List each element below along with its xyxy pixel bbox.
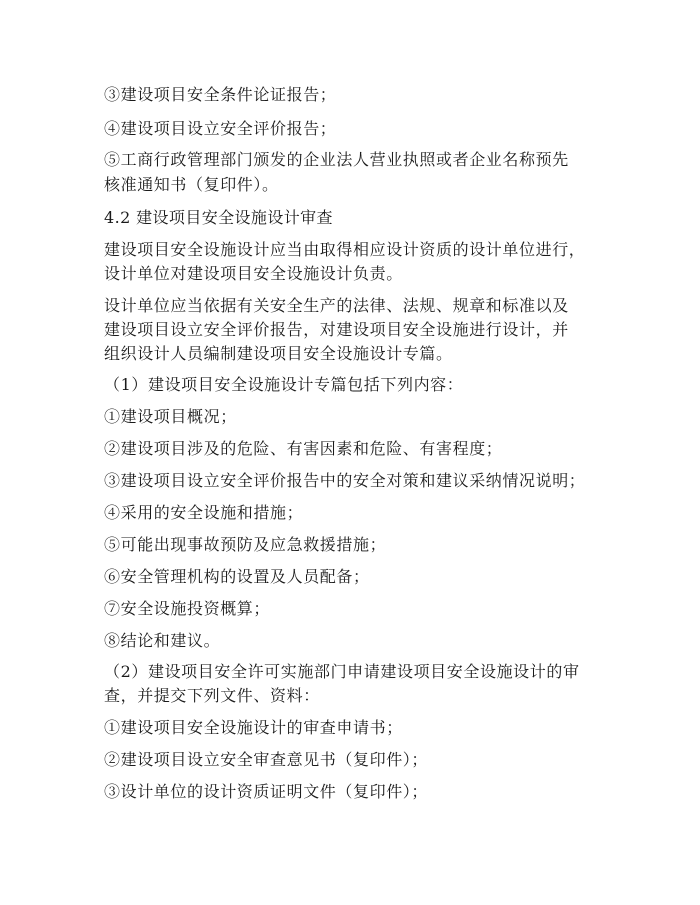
paragraph-line: 组织设计人员编制建设项目安全设施设计专篇。 xyxy=(104,344,453,363)
list-item: ⑥安全管理机构的设置及人员配备； xyxy=(104,567,370,586)
list-item: ④建设项目设立安全评价报告； xyxy=(104,119,337,138)
subsection-heading: （1）建设项目安全设施设计专篇包括下列内容： xyxy=(104,375,464,394)
list-item: ②建设项目涉及的危险、有害因素和危险、有害程度； xyxy=(104,439,503,458)
section-heading: 4.2 建设项目安全设施设计审查 xyxy=(104,208,333,227)
list-item: ③建设项目安全条件论证报告； xyxy=(104,85,337,104)
list-item: ③设计单位的设计资质证明文件（复印件）； xyxy=(104,782,429,801)
paragraph-line: 设计单位应当依据有关安全生产的法律、法规、规章和标准以及 xyxy=(104,296,569,315)
paragraph-line: 建设项目安全设施设计应当由取得相应设计资质的设计单位进行， xyxy=(104,240,586,259)
list-item-continuation: 核准通知书（复印件）。 xyxy=(104,175,279,194)
list-item: ⑤可能出现事故预防及应急救援措施； xyxy=(104,535,387,554)
paragraph-line: 建设项目设立安全评价报告，对建设项目安全设施进行设计，并 xyxy=(104,320,569,339)
list-item: ①建设项目安全设施设计的审查申请书； xyxy=(104,718,403,737)
list-item: ⑤工商行政管理部门颁发的企业法人营业执照或者企业名称预先 xyxy=(104,150,569,169)
list-item: ①建设项目概况； xyxy=(104,407,237,426)
list-item: ③建设项目设立安全评价报告中的安全对策和建议采纳情况说明； xyxy=(104,471,586,490)
paragraph-line: 设计单位对建设项目安全设施设计负责。 xyxy=(104,264,403,283)
list-item: ④采用的安全设施和措施； xyxy=(104,503,304,522)
paragraph-line: 查，并提交下列文件、资料： xyxy=(104,686,320,705)
list-item: ⑧结论和建议。 xyxy=(104,631,221,650)
subsection-heading: （2）建设项目安全许可实施部门申请建设项目安全设施设计的审 xyxy=(104,662,580,681)
list-item: ⑦安全设施投资概算； xyxy=(104,599,271,618)
list-item: ②建设项目设立安全审查意见书（复印件）； xyxy=(104,750,429,769)
